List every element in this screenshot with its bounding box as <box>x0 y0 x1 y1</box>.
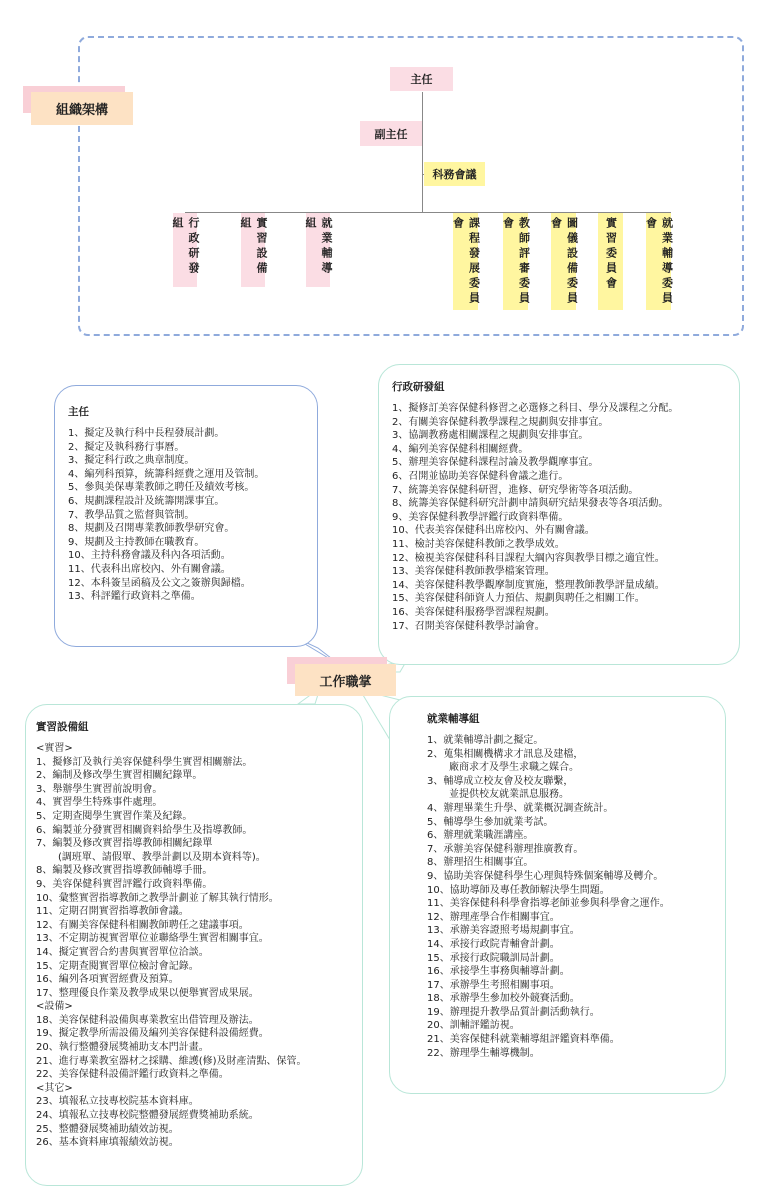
duty-item: 17、整理優良作業及教學成果以便舉實習成果展。 <box>36 987 259 999</box>
director-box: 主任 <box>390 67 453 91</box>
duty-item: 18、承辦學生參加校外競賽活動。 <box>427 993 580 1005</box>
career-duties-title: 就業輔導組 <box>427 713 480 725</box>
duty-item: 9、美容保健科實習評鑑行政資料準備。 <box>36 878 213 890</box>
duty-item: 6、召開並協助美容保健科會議之進行。 <box>392 470 569 482</box>
duty-item: 16、編列各項實習經費及預算。 <box>36 974 179 986</box>
career-committee-box: 就業輔導委員會 <box>646 213 671 310</box>
duty-item: 21、美容保健科就業輔導組評鑑資料準備。 <box>427 1034 620 1046</box>
duty-item: 11、代表科出席校內、外有關會議。 <box>68 563 231 575</box>
duty-item: 10、主持科務會議及科內各項活動。 <box>68 550 231 562</box>
duty-item: 3、輔導成立校友會及校友聯繫， <box>427 775 574 787</box>
duty-item: 11、美容保健科科學會指導老師並參與科學會之運作。 <box>427 898 670 910</box>
duty-item: 4、編列美容保健科相關經費。 <box>392 443 529 455</box>
duty-item: 14、美容保健科教學觀摩制度實施，整理教師教學評量成績。 <box>392 579 665 591</box>
duty-item: 12、檢視美容保健科科目課程大綱內容與教學目標之適宜性。 <box>392 552 665 564</box>
duty-item: 8、規劃及召開專業教師教學研究會。 <box>68 523 235 535</box>
duty-item: 1、就業輔導計劃之擬定。 <box>427 735 544 746</box>
org-title: 組織架構 <box>31 92 133 125</box>
duty-item: 12、本科簽呈函稿及公文之簽辦與歸檔。 <box>68 577 251 589</box>
career-duties-bubble <box>389 696 726 1094</box>
duty-item: 15、美容保健科師資人力預估、規劃與聘任之相關工作。 <box>392 593 645 605</box>
duty-item: 18、美容保健科設備與專業教室出借管理及辦法。 <box>36 1014 259 1026</box>
duty-item: 22、美容保健科設備評鑑行政資料之準備。 <box>36 1069 229 1081</box>
duty-item: 7、編製及修改實習指導教師相關紀錄單 <box>36 838 213 850</box>
practice-group-box: 實習設備組 <box>241 213 265 287</box>
director-duties-title: 主任 <box>68 406 89 418</box>
duty-item: 5、定期查閱學生實習作業及紀錄。 <box>36 810 193 822</box>
duty-item: 26、基本資料庫填報績效訪視。 <box>36 1137 179 1149</box>
duty-item: 8、編製及修改實習指導教師輔導手冊。 <box>36 865 213 877</box>
duty-item: 2、擬定及執科務行事曆。 <box>68 441 185 453</box>
duty-item: 2、有關美容保健科教學課程之規劃與安排事宜。 <box>392 416 609 428</box>
duty-item: 5、輔導學生參加就業考試。 <box>427 816 554 828</box>
duty-item: 8、辦理招生相關事宜。 <box>427 857 534 869</box>
duty-item: 5、參與美保專業教師之聘任及績效考核。 <box>68 482 255 494</box>
equipment-committee-box: 圖儀設備委員會 <box>551 213 576 310</box>
curriculum-committee-box: 課程發展委員會 <box>453 213 478 310</box>
admin-duties-bubble <box>378 364 740 665</box>
duty-item: 19、擬定教學所需設備及編列美容保健科設備經費。 <box>36 1028 269 1040</box>
duty-item: 13、科評鑑行政資料之準備。 <box>68 591 201 603</box>
duty-item: 16、承接學生事務與輔導計劃。 <box>427 966 570 978</box>
duty-item: <實習> <box>36 743 73 754</box>
duty-item: 20、訓輔評鑑訪視。 <box>427 1020 520 1032</box>
duty-item: 16、美容保健科服務學習課程規劃。 <box>392 606 555 618</box>
duty-item: 9、規劃及主持教師在職教育。 <box>68 536 205 548</box>
practice-committee-box: 實習委員會 <box>598 213 623 310</box>
duty-item: <其它> <box>36 1082 73 1094</box>
duty-item: 14、承接行政院青輔會計劃。 <box>427 938 560 950</box>
duty-item: 4、辦理畢業生升學、就業概況調查統計。 <box>427 802 614 814</box>
duty-item: 21、進行專業教室器材之採購、維護(修)及財產清點、保管。 <box>36 1055 307 1067</box>
duty-item: 17、召開美容保健科教學討論會。 <box>392 620 545 632</box>
duty-item: 13、美容保健科教師教學檔案管理。 <box>392 566 555 578</box>
duty-item: 20、執行整體發展獎補助支本門計畫。 <box>36 1042 209 1054</box>
duty-item: 9、美容保健科教學評鑑行政資料準備。 <box>392 511 569 523</box>
duty-item: 12、有關美容保健科相關教師聘任之建議事項。 <box>36 919 249 931</box>
admin-duties-list <box>392 402 733 633</box>
duty-item: 14、擬定實習合約書與實習單位洽談。 <box>36 946 209 958</box>
career-duties-list <box>427 734 719 1060</box>
duty-item: 1、擬定及執行科中長程發展計劃。 <box>68 428 225 439</box>
director-duties-list <box>68 427 305 604</box>
duty-item: 10、代表美容保健科出席校內、外有關會議。 <box>392 525 595 537</box>
duty-item: <設備> <box>36 1001 73 1013</box>
duty-item: 6、辦理就業職涯講座。 <box>427 830 534 842</box>
duty-item: 7、統籌美容保健科研習，進修、研究學術等各項活動。 <box>392 484 639 496</box>
duty-item: 6、規劃課程設計及統籌開課事宜。 <box>68 495 225 507</box>
duty-item: 9、協助美容保健科學生心理與特殊個案輔導及轉介。 <box>427 870 664 882</box>
teacher-review-committee-box: 教師評審委員會 <box>503 213 528 310</box>
duty-item: 2、編制及修改學生實習相關紀錄單。 <box>36 770 203 782</box>
duty-item: 22、辦理學生輔導機制。 <box>427 1047 540 1059</box>
duty-item: 並提供校友就業訊息服務。 <box>449 789 569 801</box>
duty-item: 3、舉辦學生實習前說明會。 <box>36 783 163 795</box>
duty-item: 11、定期召開實習指導教師會議。 <box>36 906 189 918</box>
career-group-box: 就業輔導組 <box>306 213 330 287</box>
admin-duties-title: 行政研發組 <box>392 381 445 393</box>
duty-item: 5、辦理美容保健科課程討論及教學觀摩事宜。 <box>392 457 599 469</box>
duty-item: 12、辦理產學合作相關事宜。 <box>427 911 560 923</box>
director-duties-bubble <box>54 385 318 647</box>
duty-item: 廠商求才及學生求職之媒合。 <box>449 762 579 774</box>
duty-item: 15、定期查閱實習單位檢討會記錄。 <box>36 960 199 972</box>
dept-meeting-box: 科務會議 <box>424 162 485 186</box>
practice-duties-list <box>36 742 358 1150</box>
duty-item: 4、實習學生特殊事件處理。 <box>36 797 163 809</box>
vice-director-box: 副主任 <box>360 121 422 146</box>
duty-item: 6、編製並分發實習相關資料給學生及指導教師。 <box>36 824 253 836</box>
practice-duties-title: 實習設備組 <box>36 721 89 733</box>
duty-item: 10、協助導師及專任教師解決學生問題。 <box>427 884 610 896</box>
duty-item: 24、填報私立技專校院整體發展經費獎補助系統。 <box>36 1110 259 1122</box>
practice-duties-bubble <box>25 704 363 1186</box>
duty-item: 1、擬修訂及執行美容保健科學生實習相關辦法。 <box>36 756 253 768</box>
duty-item: 17、承辦學生考照相關事項。 <box>427 979 560 991</box>
duty-item: 13、承辦美容證照考場規劃事宜。 <box>427 925 580 937</box>
duty-item: 4、編列科預算，統籌科經費之運用及管制。 <box>68 468 265 480</box>
duty-item: 25、整體發展獎補助績效訪視。 <box>36 1123 179 1135</box>
duty-item: 2、蒐集相關機構求才訊息及建檔， <box>427 748 584 760</box>
duty-item: (調班單、請假單、教學計劃以及期本資料等)。 <box>58 851 266 863</box>
duties-title: 工作職掌 <box>295 664 396 696</box>
duty-item: 3、擬定科行政之典章制度。 <box>68 455 195 467</box>
admin-group-box: 行政研發組 <box>173 213 197 287</box>
duty-item: 3、協調教務處相關課程之規劃與安排事宜。 <box>392 430 589 442</box>
duty-item: 23、填報私立技專校院基本資料庫。 <box>36 1096 199 1108</box>
duty-item: 13、不定期訪視實習單位並聯絡學生實習相關事宜。 <box>36 933 269 945</box>
duty-item: 8、統籌美容保健科研究計劃申請與研究結果發表等各項活動。 <box>392 498 669 510</box>
duty-item: 1、擬修訂美容保健科修習之必選修之科目、學分及課程之分配。 <box>392 403 679 414</box>
duty-item: 19、辦理提升教學品質計劃活動執行。 <box>427 1006 600 1018</box>
duty-item: 7、承辦美容保健科辦理推廣教育。 <box>427 843 584 855</box>
duty-item: 15、承接行政院職訓局計劃。 <box>427 952 560 964</box>
duty-item: 11、檢討美容保健科教師之教學成效。 <box>392 538 565 550</box>
duty-item: 7、教學品質之監督與管制。 <box>68 509 195 521</box>
duty-item: 10、彙整實習指導教師之教學計劃並了解其執行情形。 <box>36 892 279 904</box>
